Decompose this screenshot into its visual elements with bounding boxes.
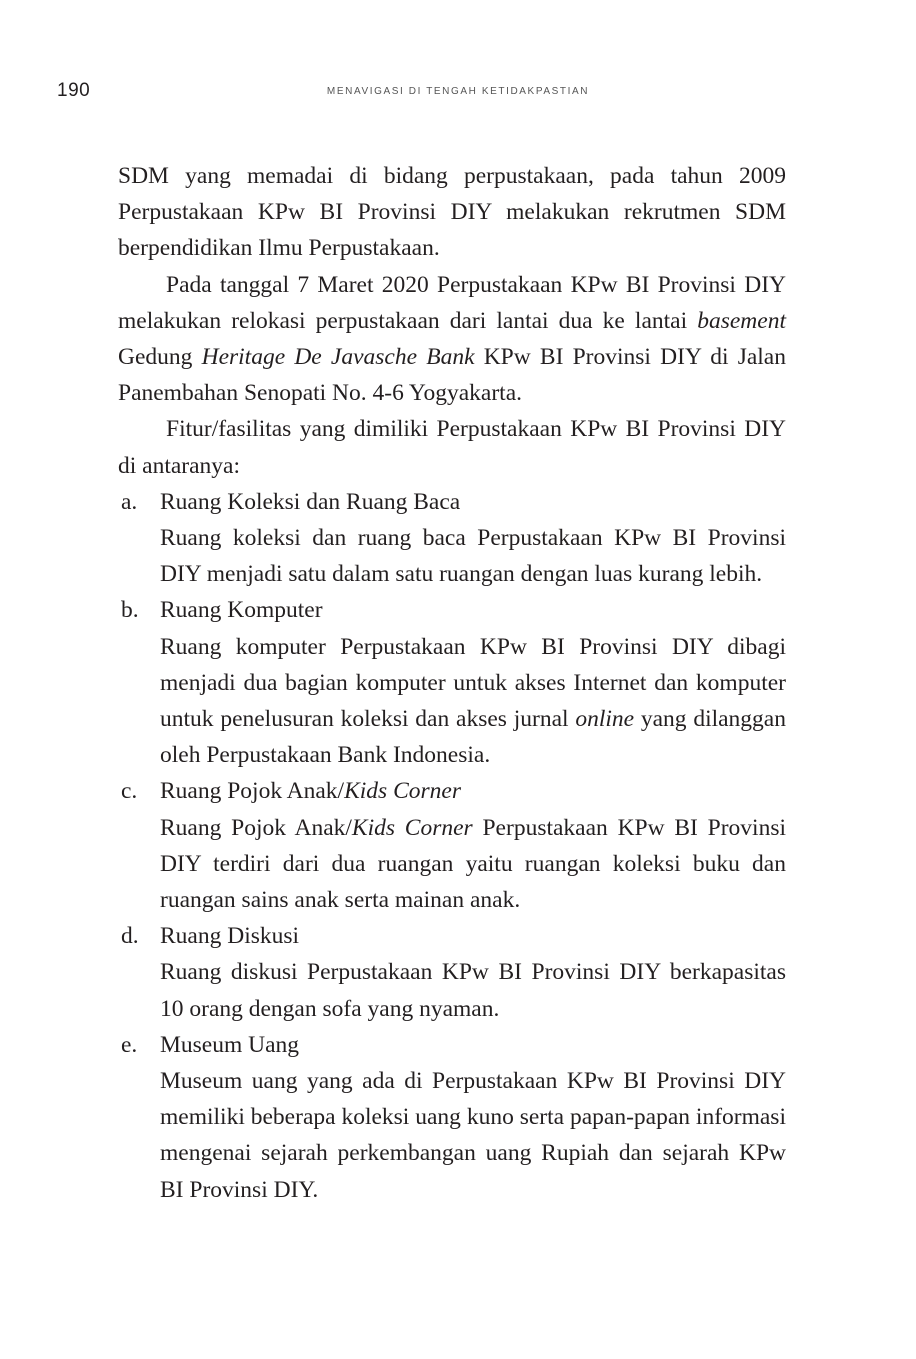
paragraph-3: Fitur/fasilitas yang dimiliki Perpustakaan KPw BI Provinsi DIY di antaranya: xyxy=(118,416,786,479)
list-item-b-body-text-1: Ruang komputer Perpustakaan KPw BI Provinsi DIY dibagi menjadi dua bagian komputer untuk akses Internet dan komputer untuk penelusuran koleksi dan akses jurnal xyxy=(160,633,786,733)
list-item-b-title: Ruang Komputer xyxy=(160,597,323,624)
list-item-b-body xyxy=(160,629,786,774)
page-body xyxy=(118,158,786,1208)
list-item-b-body-italic: online xyxy=(575,706,635,733)
list-marker-c: c. xyxy=(121,778,138,805)
list-item-e-title: Museum Uang xyxy=(160,1031,300,1058)
running-head: MENAVIGASI DI TENGAH KETIDAKPASTIAN xyxy=(326,86,590,97)
list-item-c-body xyxy=(160,810,786,919)
list-item-c-body-italic: Kids Corner xyxy=(351,814,473,841)
page-number: 190 xyxy=(57,80,91,101)
list-item-c-title-italic: Kids Corner xyxy=(344,778,461,805)
facility-list xyxy=(118,484,786,1208)
list-item-c xyxy=(118,773,786,918)
list-item-c-body-text-1: Ruang Pojok Anak/ xyxy=(160,814,352,841)
list-item-c-title xyxy=(160,773,786,809)
list-item-e xyxy=(118,1027,786,1208)
list-item-d-title: Ruang Diskusi xyxy=(160,923,300,950)
list-item-a-body: Ruang koleksi dan ruang baca Perpustakaan KPw BI Provinsi DIY menjadi satu dalam satu ruangan dengan luas kurang lebih. xyxy=(160,525,786,588)
paragraph-2 xyxy=(118,267,786,412)
list-item-d-body: Ruang diskusi Perpustakaan KPw BI Provinsi DIY berkapasitas 10 orang dengan sofa yang nyaman. xyxy=(160,959,786,1022)
list-item-a xyxy=(118,484,786,593)
list-item-b-body-text-2: yang dilanggan oleh Perpustakaan Bank Indonesia. xyxy=(160,706,786,769)
paragraph-1: SDM yang memadai di bidang perpustakaan, pada tahun 2009 Perpustakaan KPw BI Provinsi DIY melakukan rekrutmen SDM berpendidikan Ilmu Perpustakaan. xyxy=(118,163,786,262)
paragraph-2-text-1: Pada tanggal 7 Maret 2020 Perpustakaan KPw BI Provinsi DIY melakukan relokasi perpustakaan dari lantai dua ke lantai xyxy=(118,271,786,334)
list-item-c-body-text-2: Perpustakaan KPw BI Provinsi DIY terdiri dari dua ruangan yaitu ruangan koleksi buku dan ruangan sains anak serta mainan anak. xyxy=(160,814,786,914)
paragraph-2-italic-2: Heritage De Javasche Bank xyxy=(201,344,475,371)
paragraph-2-text-2: Gedung xyxy=(118,344,202,371)
list-marker-e: e. xyxy=(121,1031,138,1058)
paragraph-2-italic-1: basement xyxy=(697,307,786,334)
list-marker-a: a. xyxy=(121,488,138,515)
list-item-d xyxy=(118,918,786,1027)
list-marker-d: d. xyxy=(121,923,139,950)
list-item-c-title-text: Ruang Pojok Anak/ xyxy=(160,778,345,805)
list-item-b xyxy=(118,592,786,773)
list-item-e-body: Museum uang yang ada di Perpustakaan KPw BI Provinsi DIY memiliki beberapa koleksi uang kuno serta papan-papan informasi mengenai sejarah perkembangan uang Rupiah dan sejarah KPw BI Provinsi DIY. xyxy=(160,1068,786,1203)
list-marker-b: b. xyxy=(121,597,139,624)
paragraph-2-text-3: KPw BI Provinsi DIY di Jalan Panembahan Senopati No. 4-6 Yogyakarta. xyxy=(118,344,786,407)
list-item-a-title: Ruang Koleksi dan Ruang Baca xyxy=(160,488,461,515)
